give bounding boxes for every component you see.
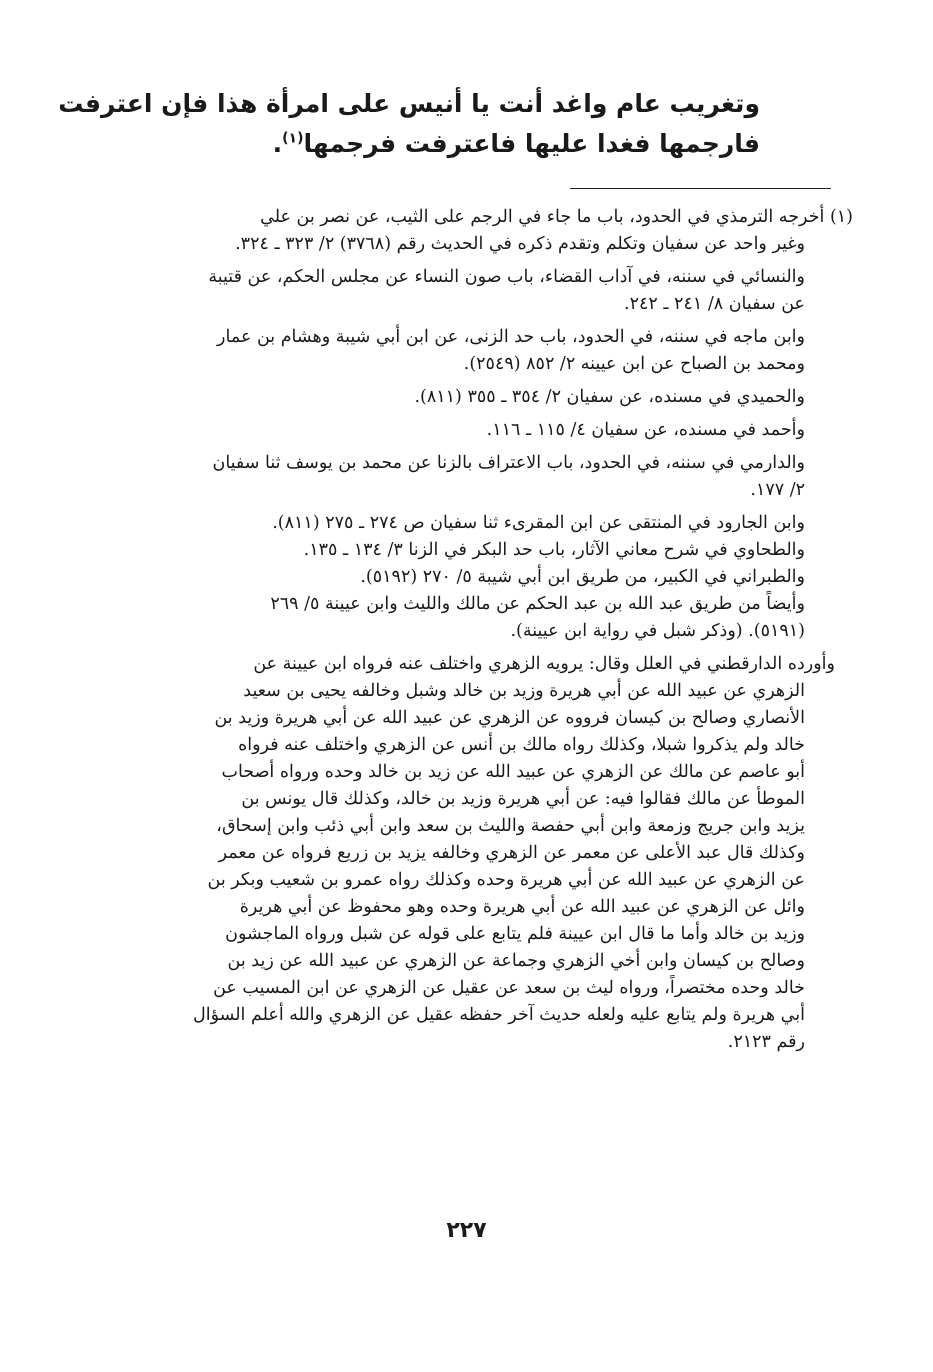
footnote-line: وزيد بن خالد وأما ما قال ابن عيينة فلم يتابع على قوله عن شبل ورواه الماجشون xyxy=(225,924,805,944)
footnote-line: الأنصاري وصالح بن كيسان فرووه عن الزهري عن عبيد الله عن أبي هريرة وزيد بن xyxy=(214,708,805,728)
footnote-line: والدارمي في سننه، في الحدود، باب الاعتراف بالزنا عن محمد بن يوسف ثنا سفيان xyxy=(212,453,805,473)
footnote-line: أبو عاصم عن مالك عن الزهري عن عبيد الله عن زيد بن خالد وحده ورواه أصحاب xyxy=(221,762,805,782)
footnote-line: وأورده الدارقطني في العلل وقال: يرويه الزهري واختلف عنه فرواه ابن عيينة عن xyxy=(253,654,835,674)
footnote-reference: (١) xyxy=(282,130,304,147)
main-text-line-end: . xyxy=(272,129,283,158)
footnotes xyxy=(118,204,853,1056)
footnote-line: وابن ماجه في سننه، في الحدود، باب حد الزنى، عن ابن أبي شيبة وهشام بن عمار xyxy=(217,327,805,347)
footnote-line: وغير واحد عن سفيان وتكلم وتقدم ذكره في الحديث رقم (٣٧٦٨) ٢/ ٣٢٣ ـ ٣٢٤. xyxy=(235,234,805,254)
footnote-line: والحميدي في مسنده، عن سفيان ٢/ ٣٥٤ ـ ٣٥٥ (٨١١). xyxy=(414,387,805,407)
footnote-line: أبي هريرة ولم يتابع عليه ولعله حديث آخر حفظه عقيل عن الزهري والله أعلم السؤال xyxy=(193,1005,805,1025)
main-text-line: وتغريب عام واغد أنت يا أنيس على امرأة هذا فإن اعترفت xyxy=(58,89,760,118)
footnote-line: وابن الجارود في المنتقى عن ابن المقرىء ثنا سفيان ص ٢٧٤ ـ ٢٧٥ (٨١١). xyxy=(272,513,805,533)
footnote-line xyxy=(118,204,853,231)
footnote-line: يزيد وابن جريج وزمعة وابن أبي حفصة والليث بن سعد وابن أبي ذئب وابن إسحاق، xyxy=(216,816,805,836)
main-text-line-body: فارجمها فغدا عليها فاعترفت فرجمها xyxy=(303,129,760,158)
footnote-line: عن الزهري عن عبيد الله عن أبي هريرة وحده وكذلك رواه عمرو بن شعيب وبكر بن xyxy=(207,870,805,890)
footnote-line: الموطأ عن مالك فقالوا فيه: عن أبي هريرة وزيد بن خالد، وكذلك قال يونس بن xyxy=(241,789,805,809)
footnote-line: رقم ٢١٢٣. xyxy=(727,1032,805,1052)
footnote-line: خالد ولم يذكروا شبلا، وكذلك رواه مالك بن أنس عن الزهري واختلف عنه فرواه xyxy=(238,735,805,755)
footnote-line: وصالح بن كيسان وابن أخي الزهري وجماعة عن الزهري عن عبيد الله عن زيد بن xyxy=(227,951,805,971)
footnote-line: والنسائي في سننه، في آداب القضاء، باب صون النساء عن مجلس الحكم، عن قتيبة xyxy=(208,267,805,287)
footnote-line: وأحمد في مسنده، عن سفيان ٤/ ١١٥ ـ ١١٦. xyxy=(486,420,805,440)
footnote-line: (٥١٩١). (وذكر شبل في رواية ابن عيينة). xyxy=(510,621,805,641)
footnote-line: الزهري عن عبيد الله عن أبي هريرة وزيد بن خالد وشبل وخالفه يحيى بن سعيد xyxy=(243,681,805,701)
footnote-line: عن سفيان ٨/ ٢٤١ ـ ٢٤٢. xyxy=(624,294,805,314)
footnote-line: وأيضاً من طريق عبد الله بن عبد الحكم عن مالك والليث وابن عيينة ٥/ ٢٦٩ xyxy=(270,594,805,614)
main-text-line xyxy=(110,124,760,164)
footnote-line: ومحمد بن الصباح عن ابن عيينه ٢/ ٨٥٢ (٢٥٤٩). xyxy=(463,354,805,374)
footnote-number: (١) xyxy=(829,207,853,227)
footnote-line: خالد وحده مختصراً، ورواه ليث بن سعد عن عقيل عن الزهري عن ابن المسيب عن xyxy=(213,978,805,998)
page-number: ٢٢٧ xyxy=(446,1218,487,1243)
main-text xyxy=(58,84,760,164)
footnote-line: والطبراني في الكبير، من طريق ابن أبي شيبة ٥/ ٢٧٠ (٥١٩٢). xyxy=(360,567,805,587)
footnote-line: وائل عن الزهري عن عبيد الله عن أبي هريرة وحده وهو محفوظ عن أبي هريرة xyxy=(239,897,805,917)
footnote-line: وكذلك قال عبد الأعلى عن معمر عن الزهري وخالفه يزيد بن زريع فرواه عن معمر xyxy=(218,843,805,863)
footnote-text: أخرجه الترمذي في الحدود، باب ما جاء في الرجم على الثيب، عن نصر بن علي xyxy=(260,207,825,227)
footnote-line: ٢/ ١٧٧. xyxy=(750,480,805,500)
footnote-line: والطحاوي في شرح معاني الآثار، باب حد البكر في الزنا ٣/ ١٣٤ ـ ١٣٥. xyxy=(303,540,805,560)
footnote-divider xyxy=(570,188,831,189)
